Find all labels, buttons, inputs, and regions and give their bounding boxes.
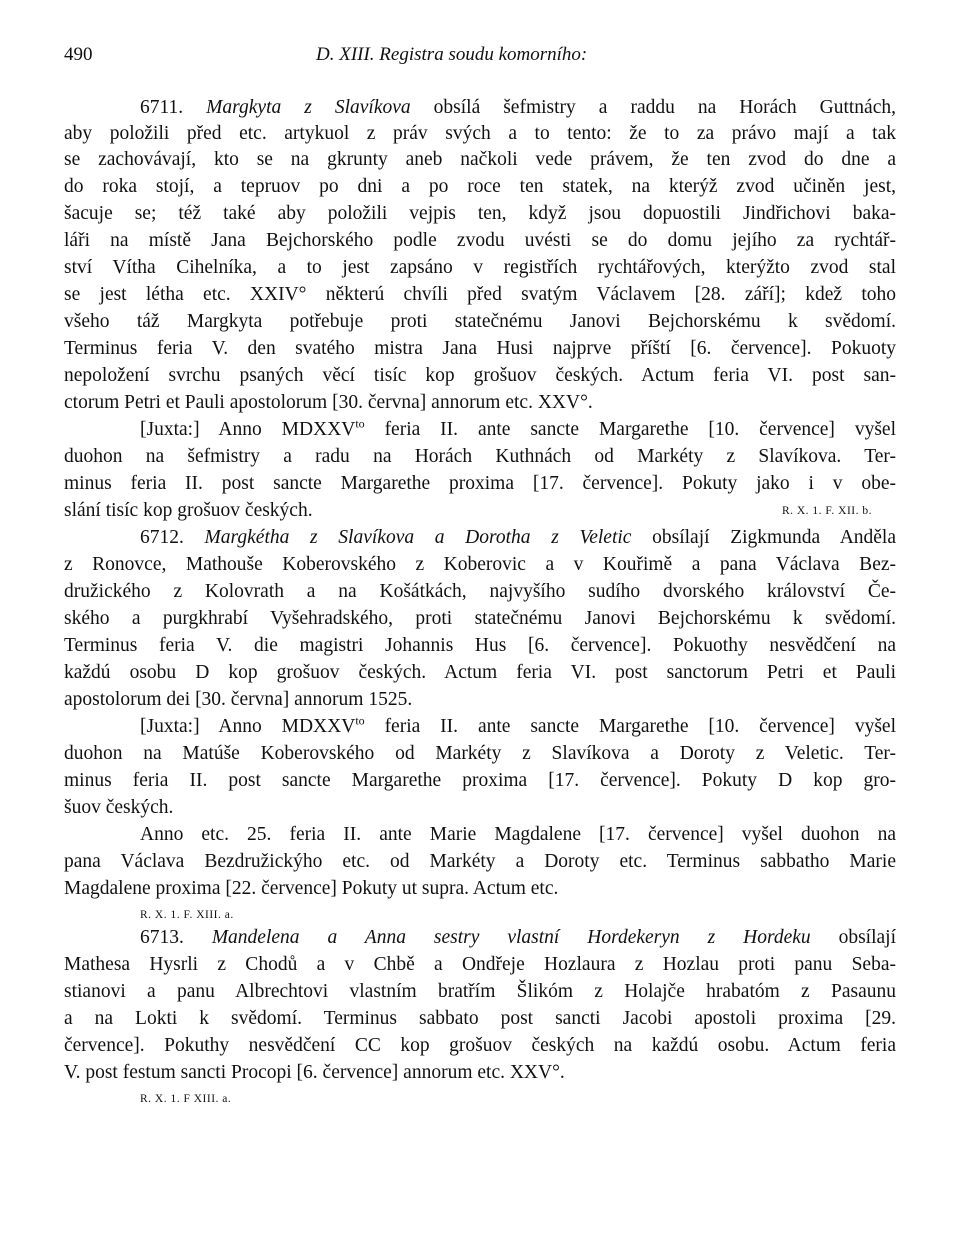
page-number: 490	[64, 44, 93, 65]
entry-6713-line: a na Lokti k svědomí. Terminus sabbato post sancti Jacobi apostoli proxima [29.	[64, 1008, 896, 1029]
entry-6712-line: družického z Kolovrath a na Košátkách, najvyšího sudího dvorského království Če-	[64, 581, 896, 602]
entry-6712-line: ského a purgkhrabí Vyšehradského, proti statečnému Janovi Bejchorskému k svědomí.	[64, 608, 896, 629]
entry-6712-line: každú osobu D kop grošuov českých. Actum feria VI. post sanctorum Petri et Pauli	[64, 662, 896, 683]
entry-6711-juxta-line: duohon na šefmistry a radu na Horách Kuthnách od Markéty z Slavíkova. Ter-	[64, 446, 896, 467]
entry-6711-line: do roka stojí, a tepruov po dni a po roce ten statek, na kterýž zvod učiněn jest,	[64, 176, 896, 197]
archive-reference: R. X. 1. F. XIII. a.	[140, 909, 234, 921]
entry-6712-anno-line: Magdalene proxima [22. července] Pokuty ut supra. Actum etc.	[64, 878, 559, 899]
entry-6713-line: července]. Pokuthy nesvědčení CC kop grošuov českých na každú osobu. Actum feria	[64, 1035, 896, 1056]
entry-6711-line: nepoložení svrchu psaných věcí tisíc kop grošuov českých. Actum feria VI. post san-	[64, 365, 896, 386]
entry-6711-line: se zachovávají, kto se na gkrunty aneb načkoli vede právem, že ten zvod do dne a	[64, 149, 896, 170]
entry-6711-line: se jest létha etc. XXIV° některú chvíli před svatým Václavem [28. září]; kdež toho	[64, 284, 896, 305]
entry-6711-line: láři na místě Jana Bejchorského podle zvodu uvésti se do domu jejího za rychtář-	[64, 230, 896, 251]
entry-6712-line: apostolorum dei [30. června] annorum 1525.	[64, 689, 413, 710]
entry-6713-line: 6713. Mandelena a Anna sestry vlastní Hordekeryn z Hordeku obsílají	[140, 927, 896, 948]
entry-6712-juxta-line: šuov českých.	[64, 797, 174, 818]
entry-6712-juxta-line: [Juxta:] Anno $MDXXV^{to}$ feria II. ante sancte Margarethe [10. července] vyšel	[140, 713, 896, 737]
running-title: D. XIII. Registra soudu komorního:	[316, 44, 588, 65]
entry-6712-juxta-line: minus feria II. post sancte Margarethe proxima [17. července]. Pokuty D kop gro-	[64, 770, 896, 791]
entry-6713-line: Mathesa Hysrli z Chodů a v Chbě a Ondřeje Hozlaura z Hozlau proti panu Seba-	[64, 954, 896, 975]
entry-6711-line: šacuje se; též také aby položili vejpis ten, když jsou dopuostili Jindřichovi baka-	[64, 203, 896, 224]
entry-6711-juxta-line: slání tisíc kop grošuov českých. R. X. 1. F. XII. b.	[64, 498, 872, 524]
entry-6713-line: stianovi a panu Albrechtovi vlastním bratřím Šlikóm z Holajče hrabatóm z Pasaunu	[64, 981, 896, 1002]
entry-6711-juxta-line: minus feria II. post sancte Margarethe proxima [17. července]. Pokuty jako i v obe-	[64, 473, 896, 494]
entry-6711-line: všeho táž Margkyta potřebuje proti statečnému Janovi Bejchorskému k svědomí.	[64, 311, 896, 332]
entry-6711-line: aby položili před etc. artykuol z práv svých a to tento: že to za právo mají a tak	[64, 123, 896, 144]
entry-6712-juxta-line: duohon na Matúše Koberovského od Markéty z Slavíkova a Doroty z Veletic. Ter-	[64, 743, 896, 764]
entry-6712-line: 6712. Margkétha z Slavíkova a Dorotha z Veletic obsílají Zigkmunda Anděla	[140, 527, 897, 548]
entry-6711-line: 6711. Margkyta z Slavíkova obsílá šefmistry a raddu na Horách Guttnách,	[140, 97, 896, 118]
entry-6712-anno-line: pana Václava Bezdružickýho etc. od Markéty a Doroty etc. Terminus sabbatho Marie	[64, 851, 896, 872]
entry-6712-line: Terminus feria V. die magistri Johannis Hus [6. července]. Pokuothy nesvědčení na	[64, 635, 896, 656]
entry-6712-anno-line: Anno etc. 25. feria II. ante Marie Magdalene [17. července] vyšel duohon na	[140, 824, 896, 845]
entry-6711-line: ctorum Petri et Pauli apostolorum [30. června] annorum etc. XXV°.	[64, 392, 593, 413]
archive-reference: R. X. 1. F. XII. b.	[781, 505, 872, 517]
entry-6711-line: Terminus feria V. den svatého mistra Jana Husi najprve příští [6. července]. Pokuoty	[64, 338, 896, 359]
entry-6711-juxta-line: [Juxta:] Anno $MDXXV^{to}$ feria II. ante sancte Margarethe [10. července] vyšel	[140, 416, 896, 440]
entry-6712-line: z Ronovce, Mathouše Koberovského z Koberovic a v Kouřimě a pana Václava Bez-	[64, 554, 896, 575]
entry-6711-line: ství Vítha Cihelníka, a to jest zapsáno v registřích rychtářových, kterýžto zvod stal	[64, 257, 896, 278]
entry-6713-line: V. post festum sancti Procopi [6. července] annorum etc. XXV°.	[64, 1062, 565, 1083]
archive-reference: R. X. 1. F XIII. a.	[140, 1093, 232, 1105]
